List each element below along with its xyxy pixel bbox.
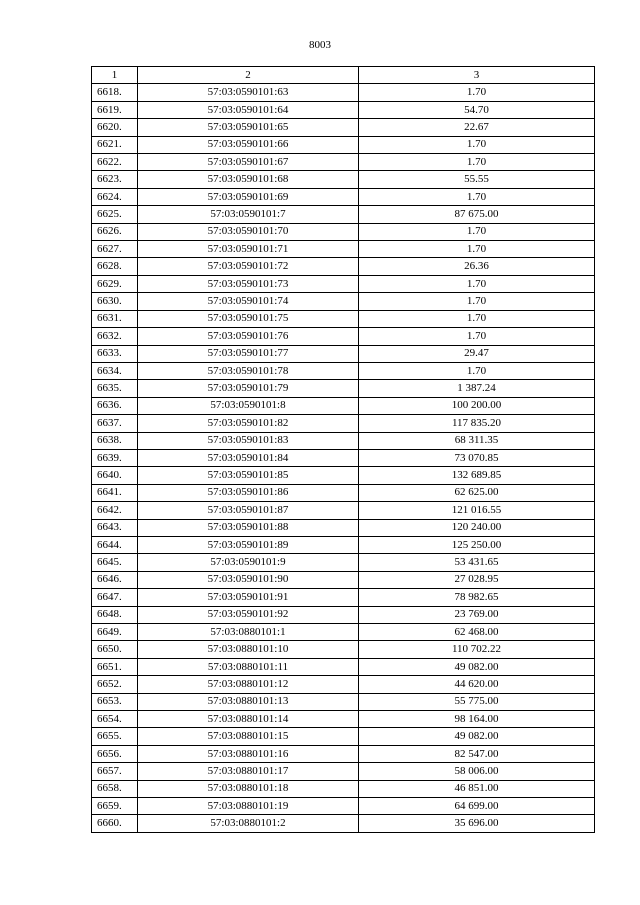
cadastral-number-cell: 57:03:0590101:76 xyxy=(138,328,359,345)
row-number-cell: 6622. xyxy=(92,154,138,171)
row-number-cell: 6628. xyxy=(92,258,138,275)
table-row xyxy=(92,815,595,832)
table-row xyxy=(92,519,595,536)
table-row xyxy=(92,328,595,345)
cadastral-number-cell: 57:03:0590101:87 xyxy=(138,502,359,519)
cadastral-number-cell: 57:03:0590101:66 xyxy=(138,136,359,153)
row-number-cell: 6633. xyxy=(92,345,138,362)
value-cell: 62 625.00 xyxy=(359,484,595,501)
cadastral-number-cell: 57:03:0880101:17 xyxy=(138,763,359,780)
value-cell: 100 200.00 xyxy=(359,397,595,414)
cadastral-number-cell: 57:03:0590101:9 xyxy=(138,554,359,571)
cadastral-number-cell: 57:03:0880101:15 xyxy=(138,728,359,745)
value-cell: 1.70 xyxy=(359,293,595,310)
cadastral-number-cell: 57:03:0590101:89 xyxy=(138,536,359,553)
value-cell: 22.67 xyxy=(359,119,595,136)
table-row xyxy=(92,798,595,815)
cadastral-number-cell: 57:03:0590101:75 xyxy=(138,310,359,327)
cadastral-number-cell: 57:03:0590101:7 xyxy=(138,206,359,223)
row-number-cell: 6639. xyxy=(92,449,138,466)
value-cell: 46 851.00 xyxy=(359,780,595,797)
row-number-cell: 6654. xyxy=(92,711,138,728)
cadastral-number-cell: 57:03:0590101:83 xyxy=(138,432,359,449)
cadastral-number-cell: 57:03:0590101:67 xyxy=(138,154,359,171)
value-cell: 1.70 xyxy=(359,362,595,379)
table-row xyxy=(92,415,595,432)
row-number-cell: 6627. xyxy=(92,241,138,258)
table-row xyxy=(92,641,595,658)
value-cell: 1.70 xyxy=(359,84,595,101)
table-row xyxy=(92,467,595,484)
row-number-cell: 6631. xyxy=(92,310,138,327)
data-table xyxy=(91,66,595,833)
cadastral-number-cell: 57:03:0590101:90 xyxy=(138,571,359,588)
row-number-cell: 6642. xyxy=(92,502,138,519)
cadastral-number-cell: 57:03:0590101:78 xyxy=(138,362,359,379)
table-row xyxy=(92,676,595,693)
value-cell: 49 082.00 xyxy=(359,658,595,675)
row-number-cell: 6644. xyxy=(92,536,138,553)
cadastral-number-cell: 57:03:0590101:91 xyxy=(138,589,359,606)
value-cell: 120 240.00 xyxy=(359,519,595,536)
value-cell: 35 696.00 xyxy=(359,815,595,832)
row-number-cell: 6649. xyxy=(92,624,138,641)
cadastral-number-cell: 57:03:0590101:85 xyxy=(138,467,359,484)
value-cell: 82 547.00 xyxy=(359,745,595,762)
row-number-cell: 6645. xyxy=(92,554,138,571)
table-row xyxy=(92,362,595,379)
cadastral-number-cell: 57:03:0590101:77 xyxy=(138,345,359,362)
value-cell: 98 164.00 xyxy=(359,711,595,728)
value-cell: 68 311.35 xyxy=(359,432,595,449)
value-cell: 53 431.65 xyxy=(359,554,595,571)
table-row xyxy=(92,763,595,780)
table-row xyxy=(92,624,595,641)
cadastral-number-cell: 57:03:0880101:16 xyxy=(138,745,359,762)
value-cell: 49 082.00 xyxy=(359,728,595,745)
value-cell: 62 468.00 xyxy=(359,624,595,641)
row-number-cell: 6619. xyxy=(92,101,138,118)
cadastral-number-cell: 57:03:0880101:19 xyxy=(138,798,359,815)
row-number-cell: 6648. xyxy=(92,606,138,623)
table-row xyxy=(92,101,595,118)
row-number-cell: 6651. xyxy=(92,658,138,675)
value-cell: 1.70 xyxy=(359,241,595,258)
row-number-cell: 6621. xyxy=(92,136,138,153)
cadastral-number-cell: 57:03:0590101:64 xyxy=(138,101,359,118)
value-cell: 44 620.00 xyxy=(359,676,595,693)
table-row xyxy=(92,484,595,501)
value-cell: 78 982.65 xyxy=(359,589,595,606)
row-number-cell: 6623. xyxy=(92,171,138,188)
cadastral-number-cell: 57:03:0590101:88 xyxy=(138,519,359,536)
row-number-cell: 6620. xyxy=(92,119,138,136)
table-row xyxy=(92,536,595,553)
page-number: 8003 xyxy=(309,39,331,51)
table-row xyxy=(92,380,595,397)
row-number-cell: 6638. xyxy=(92,432,138,449)
cadastral-number-cell: 57:03:0880101:12 xyxy=(138,676,359,693)
row-number-cell: 6626. xyxy=(92,223,138,240)
cadastral-number-cell: 57:03:0880101:1 xyxy=(138,624,359,641)
row-number-cell: 6641. xyxy=(92,484,138,501)
row-number-cell: 6647. xyxy=(92,589,138,606)
cadastral-number-cell: 57:03:0590101:63 xyxy=(138,84,359,101)
table-row xyxy=(92,223,595,240)
row-number-cell: 6635. xyxy=(92,380,138,397)
row-number-cell: 6659. xyxy=(92,798,138,815)
row-number-cell: 6625. xyxy=(92,206,138,223)
value-cell: 29.47 xyxy=(359,345,595,362)
cadastral-number-cell: 57:03:0880101:18 xyxy=(138,780,359,797)
table-row xyxy=(92,275,595,292)
row-number-cell: 6629. xyxy=(92,275,138,292)
value-cell: 121 016.55 xyxy=(359,502,595,519)
row-number-cell: 6640. xyxy=(92,467,138,484)
value-cell: 54.70 xyxy=(359,101,595,118)
row-number-cell: 6660. xyxy=(92,815,138,832)
value-cell: 1.70 xyxy=(359,223,595,240)
value-cell: 26.36 xyxy=(359,258,595,275)
value-cell: 55 775.00 xyxy=(359,693,595,710)
cadastral-number-cell: 57:03:0590101:84 xyxy=(138,449,359,466)
value-cell: 1 387.24 xyxy=(359,380,595,397)
table-row xyxy=(92,136,595,153)
table-row xyxy=(92,171,595,188)
cadastral-number-cell: 57:03:0590101:72 xyxy=(138,258,359,275)
row-number-cell: 6658. xyxy=(92,780,138,797)
table-row xyxy=(92,258,595,275)
table-row xyxy=(92,571,595,588)
value-cell: 110 702.22 xyxy=(359,641,595,658)
value-cell: 1.70 xyxy=(359,310,595,327)
value-cell: 1.70 xyxy=(359,154,595,171)
cadastral-number-cell: 57:03:0880101:10 xyxy=(138,641,359,658)
value-cell: 125 250.00 xyxy=(359,536,595,553)
cadastral-number-cell: 57:03:0590101:73 xyxy=(138,275,359,292)
table-row xyxy=(92,293,595,310)
row-number-cell: 6655. xyxy=(92,728,138,745)
row-number-cell: 6652. xyxy=(92,676,138,693)
value-cell: 64 699.00 xyxy=(359,798,595,815)
row-number-cell: 6650. xyxy=(92,641,138,658)
table-row xyxy=(92,606,595,623)
column-header-2: 2 xyxy=(138,67,359,84)
cadastral-number-cell: 57:03:0590101:92 xyxy=(138,606,359,623)
table-header-row xyxy=(92,67,595,84)
table-row xyxy=(92,711,595,728)
table-row xyxy=(92,449,595,466)
row-number-cell: 6653. xyxy=(92,693,138,710)
table-body xyxy=(92,67,595,833)
cadastral-number-cell: 57:03:0880101:11 xyxy=(138,658,359,675)
table-row xyxy=(92,241,595,258)
table-row xyxy=(92,780,595,797)
value-cell: 27 028.95 xyxy=(359,571,595,588)
table-row xyxy=(92,84,595,101)
row-number-cell: 6634. xyxy=(92,362,138,379)
value-cell: 117 835.20 xyxy=(359,415,595,432)
table-row xyxy=(92,502,595,519)
table-row xyxy=(92,589,595,606)
row-number-cell: 6643. xyxy=(92,519,138,536)
table-row xyxy=(92,432,595,449)
cadastral-number-cell: 57:03:0590101:71 xyxy=(138,241,359,258)
row-number-cell: 6656. xyxy=(92,745,138,762)
cadastral-number-cell: 57:03:0590101:86 xyxy=(138,484,359,501)
table-row xyxy=(92,693,595,710)
value-cell: 55.55 xyxy=(359,171,595,188)
table-row xyxy=(92,206,595,223)
table-row xyxy=(92,154,595,171)
table-row xyxy=(92,554,595,571)
cadastral-number-cell: 57:03:0590101:70 xyxy=(138,223,359,240)
row-number-cell: 6636. xyxy=(92,397,138,414)
column-header-3: 3 xyxy=(359,67,595,84)
value-cell: 1.70 xyxy=(359,136,595,153)
table-row xyxy=(92,310,595,327)
row-number-cell: 6630. xyxy=(92,293,138,310)
row-number-cell: 6624. xyxy=(92,188,138,205)
row-number-cell: 6637. xyxy=(92,415,138,432)
row-number-cell: 6646. xyxy=(92,571,138,588)
column-header-1: 1 xyxy=(92,67,138,84)
table-row xyxy=(92,728,595,745)
cadastral-number-cell: 57:03:0880101:2 xyxy=(138,815,359,832)
cadastral-number-cell: 57:03:0590101:68 xyxy=(138,171,359,188)
table-row xyxy=(92,658,595,675)
cadastral-number-cell: 57:03:0590101:79 xyxy=(138,380,359,397)
value-cell: 23 769.00 xyxy=(359,606,595,623)
row-number-cell: 6632. xyxy=(92,328,138,345)
value-cell: 58 006.00 xyxy=(359,763,595,780)
row-number-cell: 6618. xyxy=(92,84,138,101)
table-row xyxy=(92,345,595,362)
cadastral-number-cell: 57:03:0590101:74 xyxy=(138,293,359,310)
cadastral-number-cell: 57:03:0590101:8 xyxy=(138,397,359,414)
table-row xyxy=(92,397,595,414)
cadastral-number-cell: 57:03:0590101:65 xyxy=(138,119,359,136)
value-cell: 1.70 xyxy=(359,188,595,205)
cadastral-number-cell: 57:03:0590101:82 xyxy=(138,415,359,432)
cadastral-number-cell: 57:03:0880101:13 xyxy=(138,693,359,710)
cadastral-number-cell: 57:03:0590101:69 xyxy=(138,188,359,205)
table-row xyxy=(92,745,595,762)
value-cell: 73 070.85 xyxy=(359,449,595,466)
value-cell: 1.70 xyxy=(359,275,595,292)
table-row xyxy=(92,119,595,136)
value-cell: 87 675.00 xyxy=(359,206,595,223)
table-row xyxy=(92,188,595,205)
cadastral-number-cell: 57:03:0880101:14 xyxy=(138,711,359,728)
value-cell: 132 689.85 xyxy=(359,467,595,484)
row-number-cell: 6657. xyxy=(92,763,138,780)
value-cell: 1.70 xyxy=(359,328,595,345)
